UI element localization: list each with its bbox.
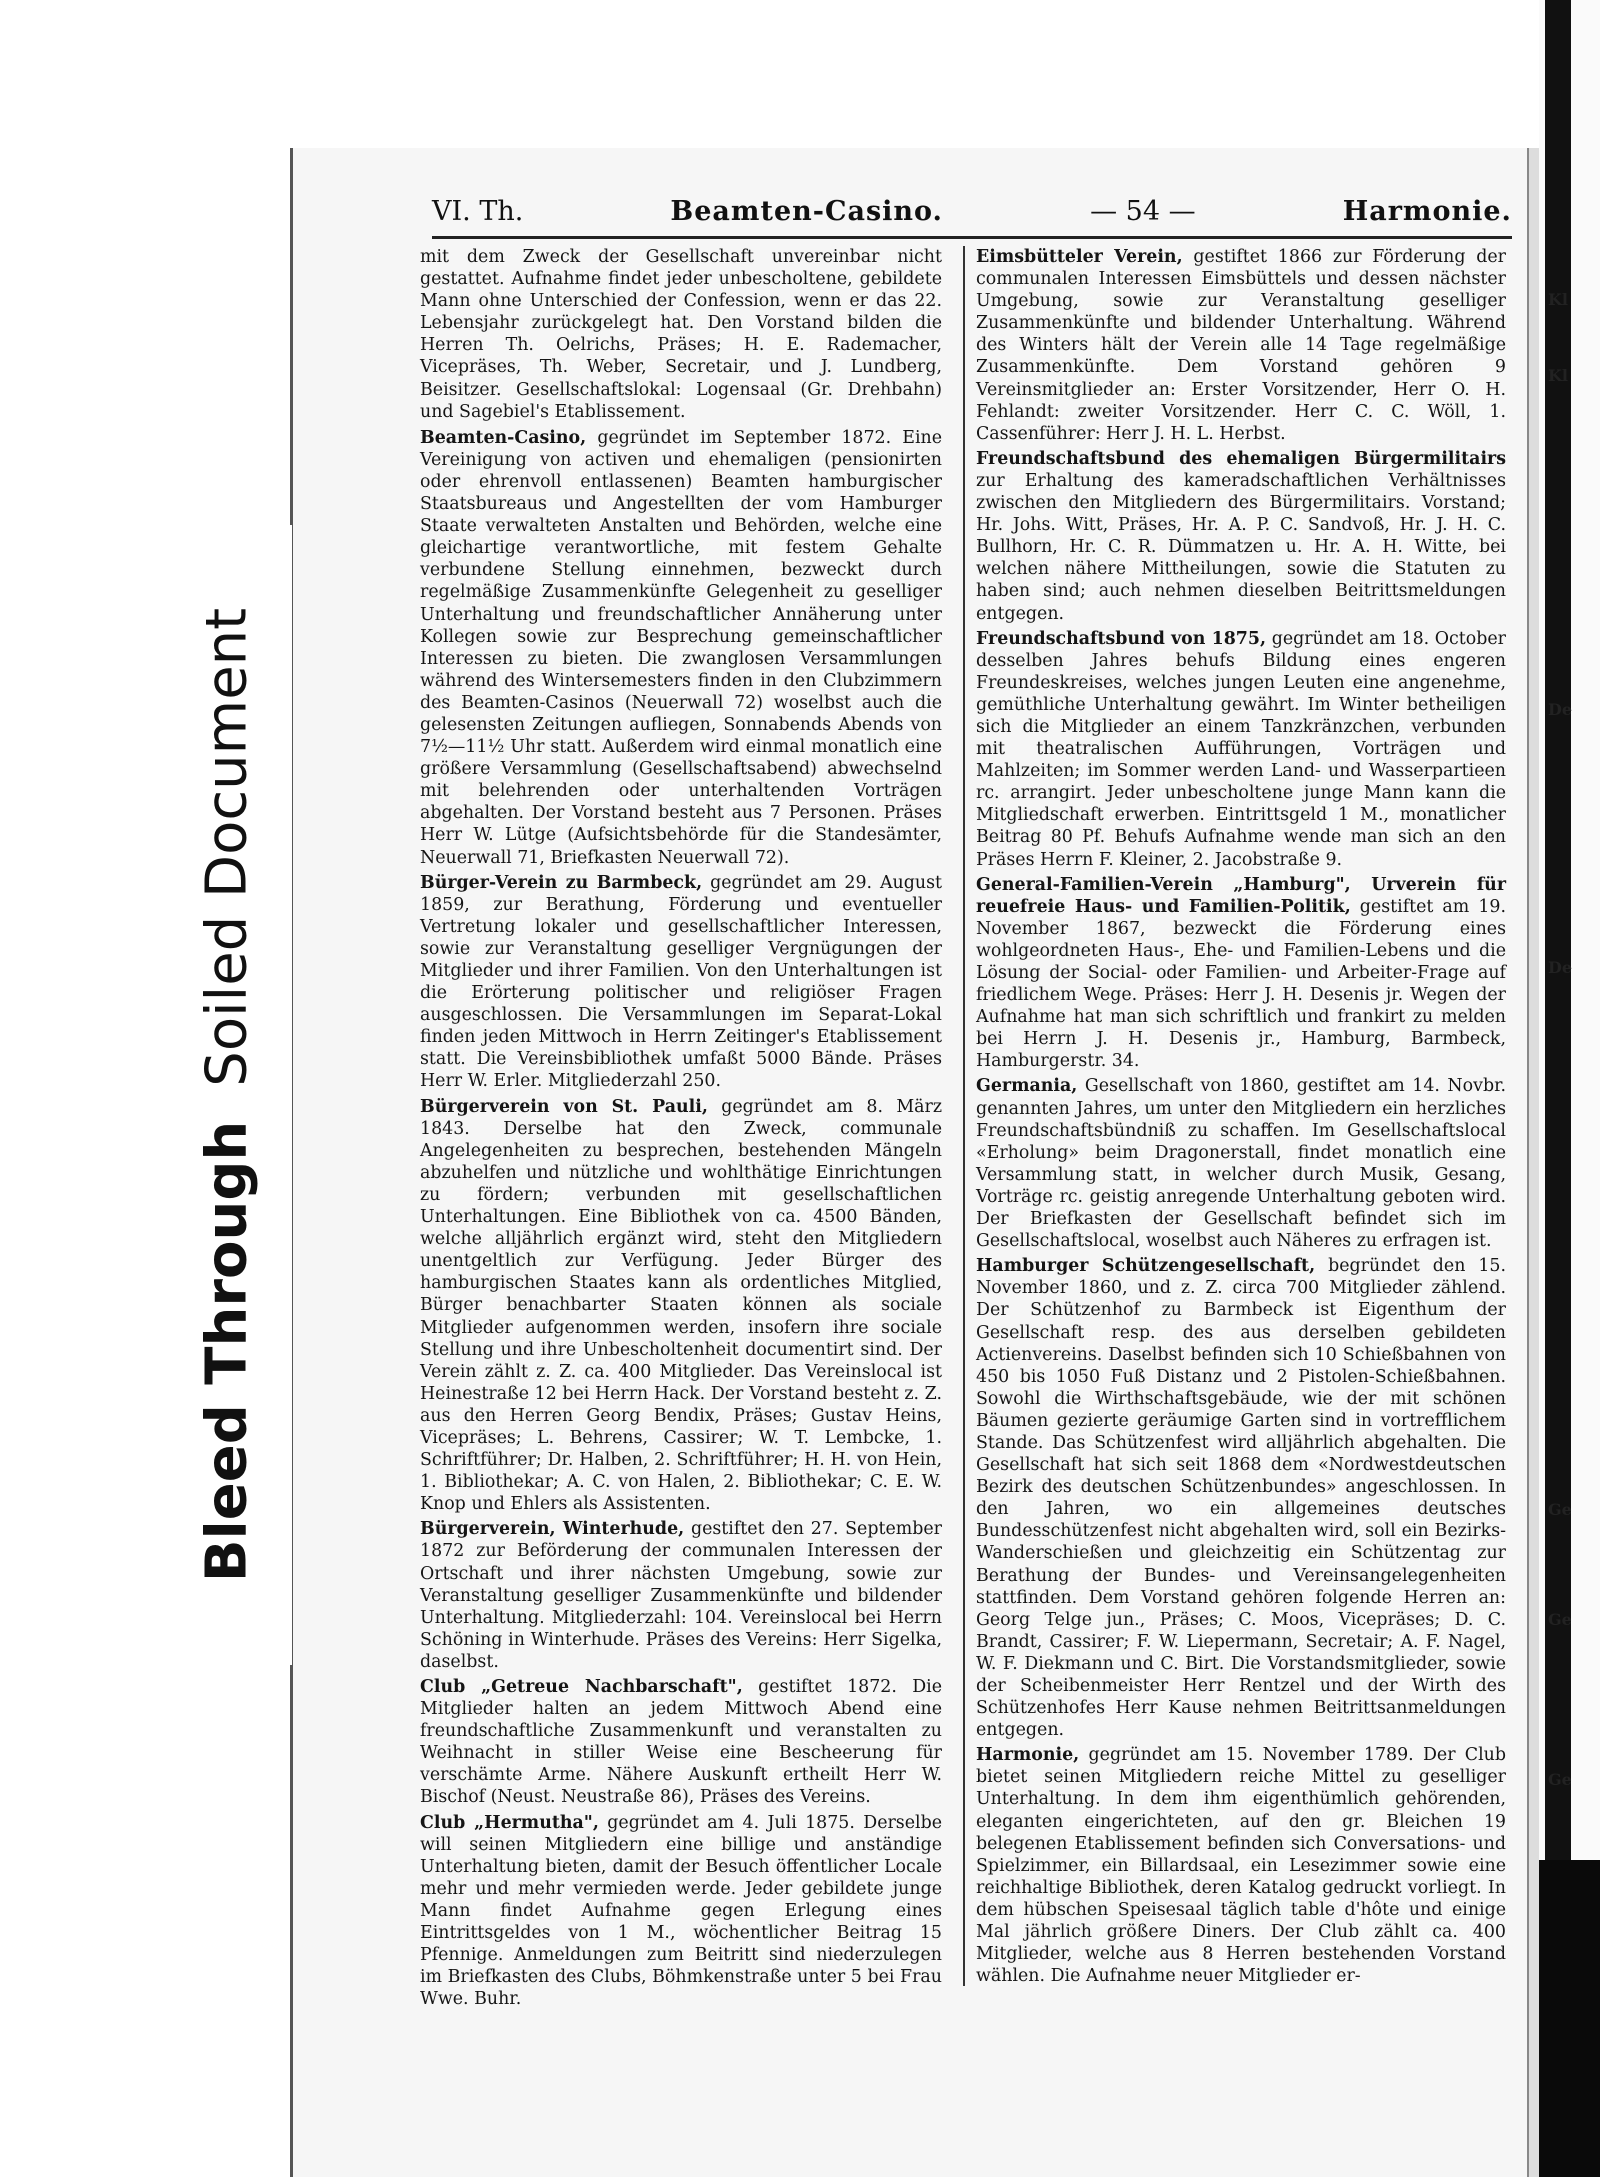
bleed-through-fragment: Kl bbox=[1548, 290, 1568, 309]
facing-page-binding bbox=[1539, 0, 1600, 2177]
entry-text: gestiftet am 19. November 1867, bezweckt die Förderung eines wohlgeordneten Haus-, Ehe- und Familien-Lebens und die Lösung der Social- oder Familien- und Arbeiter-Frage auf friedlichem Wege. Präses: Herr J. H. Desenis jr. Wegen der Aufnahme hat man sich schriftlich und frankirt zu melden bei Herrn J. H. Desenis jr., Hamburg, Barmbeck, Hamburgerstr. 34. bbox=[976, 896, 1506, 1072]
entry-name: Freundschaftsbund des ehemaligen Bürgermilitairs bbox=[976, 448, 1506, 469]
header-left-title: Beamten-Casino. bbox=[670, 196, 943, 227]
page-number: — 54 — bbox=[1090, 196, 1196, 227]
directory-entry bbox=[976, 628, 1506, 871]
entry-text: gestiftet 1866 zur Förderung der communalen Interessen Eimsbüttels und dessen nächster Umgebung, sowie zur Veranstaltung geselliger Zusammenkünfte und bildender Unterhaltung. Während des Winters hält der Verein alle 14 Tage regelmäßige Zusammenkünfte. Dem Vorstand gehören 9 Vereinsmitglieder an: Erster Vorsitzender, Herr O. H. Fehlandt: zweiter Vorsitzender. Herr C. C. Wöll, 1. Cassenführer: Herr J. H. L. Herbst. bbox=[976, 247, 1506, 444]
entry-text: gestiftet 1872. Die Mitglieder halten an jedem Mittwoch Abend eine freundschaftliche Zusammenkunft und veranstalten zu Weihnacht in stiller Weise eine Bescheerung für verschämte Arme. Nähere Auskunft ertheilt Herr W. Bischof (Neust. Neustraße 86), Präses des Vereins. bbox=[420, 1677, 942, 1808]
directory-entry bbox=[976, 874, 1506, 1073]
entry-name: Club „Hermutha", bbox=[420, 1812, 599, 1833]
entry-text: zur Erhaltung des kameradschaftlichen Verhältnisses zwischen den Mitgliedern des Bürgermilitairs. Vorstand; Hr. Johs. Witt, Präses, Hr. A. P. C. Sandvoß, Hr. J. H. C. Bullhorn, Hr. C. R. Dümmatzen u. Hr. A. H. Witte, bei welchen nähere Mittheilungen, sowie die Statuten zu haben sind; auch nehmen dieselben Beitrittsmeldungen entgegen. bbox=[976, 470, 1506, 624]
directory-entry bbox=[420, 872, 942, 1093]
bleed-through-fragment: Kl bbox=[1548, 366, 1568, 385]
entry-text: gegründet am 15. November 1789. Der Club bietet seinen Mitgliedern reiche Mittel zu geselliger Unterhaltung. In dem ihm eigenthümlich gehörenden, eleganten eingerichteten, auf den gr. Bleichen 19 belegenen Etablissement befinden sich Conversations- und Spielzimmer, ein Billardsaal, ein Lesezimmer sowie eine reichhaltige Bibliothek, deren Katalog gedruckt vorliegt. In dem hübschen Speisesaal täglich table d'hôte und einige Mal jährlich größere Diners. Der Club zählt ca. 400 Mitglieder, welche aus 8 Herren bestehenden Vorstand wählen. Die Aufnahme neuer Mitglieder er- bbox=[976, 1745, 1507, 1987]
entry-text: begründet den 15. November 1860, und z. Z. circa 700 Mitglieder zählend. Der Schützenhof zu Barmbeck ist Eigenthum der Gesellschaft resp. des aus derselben gebildeten Actienvereins. Daselbst befinden sich 10 Schießbahnen von 450 bis 1050 Fuß Distanz und 2 Pistolen-Schießbahnen. Sowohl die Wirthschaftsgebäude, wie der mit schönen Bäumen gezierte geräumige Garten sind in vortrefflichem Stande. Das Schützenfest wird alljährlich abgehalten. Die Gesellschaft hat sich seit 1868 dem «Nordwestdeutschen Bezirk des deutschen Schützenbundes» angeschlossen. In den Jahren, wo ein allgemeines deutsches Bundesschützenfest nicht abgehalten wird, soll ein Bezirks-Wanderschießen und gleichzeitig ein Schützentag zur Berathung der Bundes- und Vereinsangelegenheiten stattfinden. Dem Vorstand gehören folgende Herren an: Georg Telge jun., Präses; C. Moos, Vicepräses; D. C. Brandt, Cassirer; F. W. Liepermann, Secretair; A. F. Nagel, W. F. Diekmann und C. Birt. Die Vorstandsmitglieder, sowie der Scheibenmeister Herr Rentzel und der Wirth des Schützenhofes Herr Kause nehmen Beitrittsanmeldungen entgegen. bbox=[976, 1256, 1507, 1741]
entry-name: Hamburger Schützengesellschaft, bbox=[976, 1256, 1316, 1277]
entry-name: General-Familien-Verein „Hamburg", Urverein für reuefreie Haus- und Familien-Politik, bbox=[976, 874, 1506, 917]
directory-entry bbox=[420, 1096, 942, 1516]
binding-dark-corner bbox=[1539, 1860, 1600, 2177]
continuation-text: mit dem Zweck der Gesellschaft unvereinbar nicht gestattet. Aufnahme findet jeder unbescholtene, gebildete Mann ohne Unterschied der Confession, wenn er das 22. Lebensjahr zurückgelegt hat. Den Vorstand bilden die Herren Th. Oelrichs, Präses; H. E. Rademacher, Vicepräses, Th. Weber, Secretair, und J. Lundberg, Beisitzer. Gesellschaftslokal: Logensaal (Gr. Drehbahn) und Sagebiel's Etablissement. bbox=[420, 247, 942, 422]
bleed-through-fragment: Ge bbox=[1548, 1770, 1572, 1789]
column-divider bbox=[963, 246, 965, 1986]
directory-entry bbox=[976, 1075, 1506, 1252]
directory-entry bbox=[420, 427, 942, 869]
soiled-document-label: Soiled Document bbox=[194, 607, 260, 1087]
left-column bbox=[420, 246, 942, 2013]
bleed-through-fragment: De bbox=[1548, 700, 1573, 719]
entry-text: Gesellschaft von 1860, gestiftet am 14. Novbr. genannten Jahres, um unter den Mitgliedern ein herzliches Freundschaftsbündniß zu schaffen. Im Gesellschaftslocal «Erholung» beim Dragonerstall, findet monatlich eine Versammlung statt, in welcher durch Musik, Gesang, Vorträge rc. geistig anregende Unterhaltung geboten wird. Der Briefkasten der Gesellschaft befindet sich im Gesellschaftslocal, woselbst auch Näheres zu erfragen ist. bbox=[976, 1076, 1507, 1252]
bleed-through-fragment: Ge bbox=[1548, 1610, 1572, 1629]
bleed-through-fragment: Ge bbox=[1548, 1500, 1572, 1519]
entry-name: Club „Getreue Nachbarschaft", bbox=[420, 1677, 743, 1697]
entry-name: Eimsbütteler Verein, bbox=[976, 247, 1183, 267]
entry-name: Bürger-Verein zu Barmbeck, bbox=[420, 872, 703, 893]
directory-entry bbox=[976, 1744, 1506, 1987]
entry-text: gegründet am 29. August 1859, zur Berathung, Förderung und eventueller Vertretung lokaler und gesellschaftlicher Interessen, sowie zur Veranstaltung geselliger Vergnügungen der Mitglieder und ihrer Familien. Von den Unterhaltungen ist die Erörterung politischer und religiöser Fragen ausgeschlossen. Die Versammlungen im Separat-Lokal finden jeden Mittwoch in Herrn Zeitinger's Etablissement statt. Die Vereinsbibliothek umfaßt 5000 Bände. Präses Herr W. Erler. Mitgliederzahl 250. bbox=[420, 872, 943, 1092]
directory-entry bbox=[420, 1676, 942, 1809]
binding-shadow bbox=[1545, 0, 1571, 2177]
entry-text: gegründet im September 1872. Eine Vereinigung von activen und ehemaligen (pensionirten oder ehrenvoll entlassenen) Beamten hamburgischer Staatsbureaus und Angestellten der vom Hamburger Staate verwalteten Anstalten und Behörden, welche eine gleichartige verantwortliche, mit festem Gehalte verbundene Stellung einnehmen, bezweckt durch regelmäßige Zusammenkünfte Gelegenheit zu geselliger Unterhaltung und freundschaftlicher Annäherung unter Kollegen sowie zur Besprechung gemeinschaftlicher Interessen zu bieten. Die zwanglosen Versammlungen während des Wintersemesters finden in den Clubzimmern des Beamten-Casinos (Neuerwall 72) woselbst auch die gelesensten Zeitungen aufliegen, Sonnabends Abends von 7½—11½ Uhr statt. Außerdem wird einmal monatlich eine größere Versammlung (Gesellschaftsabend) abwechselnd mit belehrenden oder unterhaltenden Vorträgen abgehalten. Der Vorstand besteht aus 7 Personen. Präses Herr W. Lütge (Aufsichtsbehörde für die Standesämter, Neuerwall 71, Briefkasten Neuerwall 72). bbox=[420, 427, 942, 868]
right-column bbox=[976, 246, 1506, 1990]
entry-name: Harmonie, bbox=[976, 1745, 1080, 1766]
entry-name: Bürgerverein von St. Pauli, bbox=[420, 1096, 708, 1117]
entry-name: Bürgerverein, Winterhude, bbox=[420, 1519, 685, 1540]
header-right-title: Harmonie. bbox=[1342, 196, 1512, 227]
directory-entry bbox=[976, 246, 1506, 445]
condition-label-text bbox=[195, 608, 260, 1582]
entry-name: Freundschaftsbund von 1875, bbox=[976, 628, 1267, 649]
entry-text: gestiftet den 27. September 1872 zur Beförderung der communalen Interessen der Ortschaft und ihrer nächsten Umgebung, sowie zur Veranstaltung geselliger Zusammenkünfte und bildender Unterhaltung. Mitgliederzahl: 104. Vereinslocal bei Herrn Schöning in Winterhude. Präses des Vereins: Herr Sigelka, daselbst. bbox=[420, 1519, 942, 1672]
directory-entry bbox=[420, 1812, 942, 2011]
entry-text: gegründet am 18. October desselben Jahres behufs Bildung eines engeren Freundeskreises, welches jungen Leuten eine angenehme, gemüthliche Unterhaltung gewährt. Im Winter betheiligen sich die Mitglieder an einem Tanzkränzchen, verbunden mit theatralischen Aufführungen, Vorträgen und Mahlzeiten; im Sommer werden Land- und Wasserpartieen rc. arrangirt. Jeder unbescholtene junge Mann kann die Mitgliedschaft erwerben. Eintrittsgeld 1 M., monatlicher Beitrag 80 Pf. Behufs Aufnahme wende man sich an den Präses Herrn F. Kleiner, 2. Jacobstraße 9. bbox=[976, 628, 1506, 870]
directory-entry bbox=[976, 1255, 1506, 1741]
bleed-through-label: Bleed Through bbox=[194, 1120, 260, 1583]
entry-name: Beamten-Casino, bbox=[420, 427, 587, 448]
entry-text: gegründet am 4. Juli 1875. Derselbe will seinen Mitgliedern eine billige und anständige Unterhaltung bieten, damit der Besuch öffentlicher Locale mehr und mehr vermieden werde. Jeder gebildete junge Mann findet Aufnahme gegen Erlegung eines Eintrittsgeldes von 1 M., wöchentlicher Beitrag 15 Pfennige. Anmeldungen zum Beitritt sind niederzulegen im Briefkasten des Clubs, Böhmkenstraße unter 5 bei Frau Wwe. Buhr. bbox=[420, 1812, 943, 2010]
running-header bbox=[432, 196, 1512, 239]
entry-name: Germania, bbox=[976, 1076, 1078, 1097]
directory-entry bbox=[420, 1518, 942, 1673]
entry-text: gegründet am 8. März 1843. Derselbe hat den Zweck, communale Angelegenheiten zu besprechen, bestehenden Mängeln abzuhelfen und nützliche und wohlthätige Einrichtungen zu fördern; verbunden mit gesellschaftlichen Unterhaltungen. Eine Bibliothek von ca. 4500 Bänden, welche alljährlich ergänzt wird, steht den Mitgliedern unentgeltlich zur Verfügung. Jeder Bürger des hamburgischen Staates kann als ordentliches Mitglied, Bürger benachbarter Staaten können als sociale Mitglieder aufgenommen werden, insofern ihre sociale Stellung und ihre Unbescholtenheit documentirt sind. Der Verein zählt z. Z. ca. 400 Mitglieder. Das Vereinslocal ist Heinestraße 12 bei Herrn Hack. Der Vorstand besteht z. Z. aus den Herren Georg Bendix, Präses; Gustav Heins, Vicepräses; L. Behrens, Cassirer; W. T. Lembcke, 1. Schriftführer; Dr. Halben, 2. Schriftführer; H. H. von Hein, 1. Bibliothekar; A. C. von Halen, 2. Bibliothekar; C. E. W. Knop und Ehlers als Assistenten. bbox=[420, 1096, 942, 1515]
bleed-through-fragment: De bbox=[1548, 958, 1573, 977]
header-section: VI. Th. bbox=[432, 196, 524, 227]
directory-entry bbox=[976, 448, 1506, 625]
